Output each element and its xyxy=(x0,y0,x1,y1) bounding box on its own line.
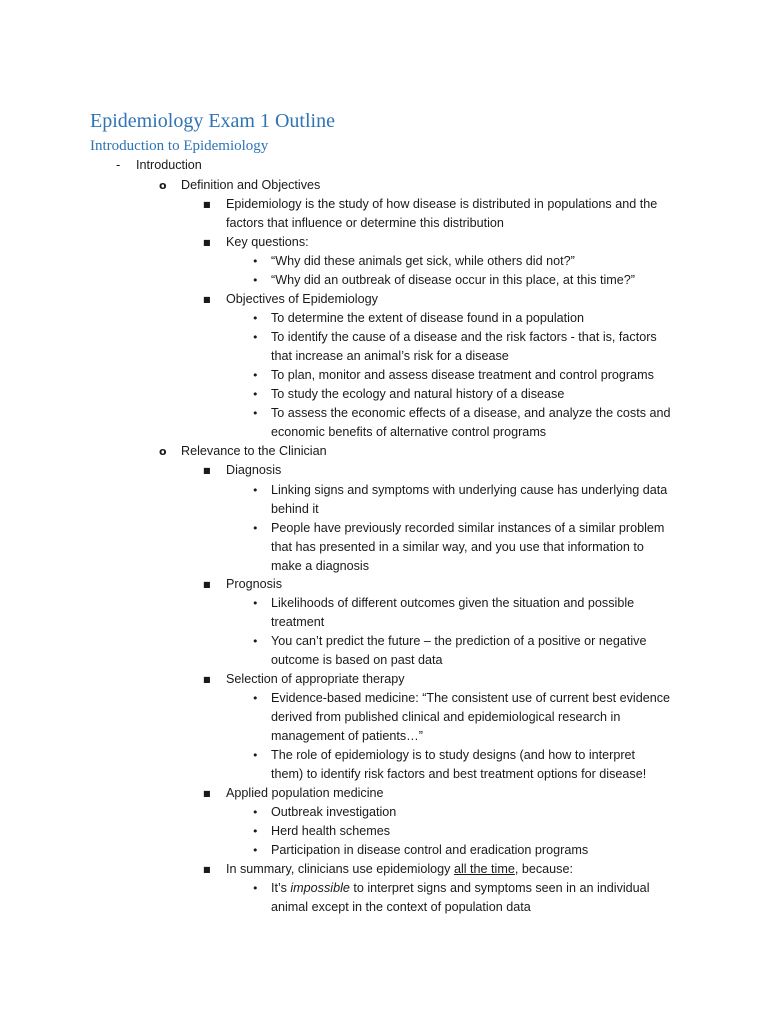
section-heading: Introduction to Epidemiology xyxy=(90,138,269,154)
dot-bullet-icon: • xyxy=(252,407,259,420)
outline-item-diagnosis: Diagnosis xyxy=(226,463,282,477)
dot-bullet-icon: • xyxy=(252,331,259,344)
outline-text-line: animal except in the context of population data xyxy=(271,900,531,914)
outline-text-line: Linking signs and symptoms with underlying cause has underlying data xyxy=(271,483,668,497)
outline-text-line xyxy=(271,879,650,898)
outline-text-line: Outbreak investigation xyxy=(271,805,397,819)
outline-text-line: behind it xyxy=(271,502,319,516)
outline-item-relevance: Relevance to the Clinician xyxy=(181,444,327,458)
outline-text-line: factors that influence or determine this distribution xyxy=(226,216,504,230)
outline-text-line: derived from published clinical and epidemiological research in xyxy=(271,710,621,724)
outline-text-line: To study the ecology and natural history of a disease xyxy=(271,387,565,401)
square-bullet-icon: ■ xyxy=(203,295,211,304)
summary-text-end: , because: xyxy=(514,862,573,876)
outline-text-line: To plan, monitor and assess disease treatment and control programs xyxy=(271,368,654,382)
dot-bullet-icon: • xyxy=(252,255,259,268)
dot-bullet-icon: • xyxy=(252,274,259,287)
outline-text-line: “Why did these animals get sick, while others did not?” xyxy=(271,254,575,268)
outline-item-introduction: Introduction xyxy=(136,158,202,172)
outline-text-line: You can’t predict the future – the prediction of a positive or negative xyxy=(271,634,647,648)
summary-text: In summary, clinicians use epidemiology xyxy=(226,862,454,876)
outline-item-therapy: Selection of appropriate therapy xyxy=(226,672,405,686)
square-bullet-icon: ■ xyxy=(203,789,211,798)
sum1-emphasis: impossible xyxy=(290,881,350,895)
outline-text-line: Epidemiology is the study of how disease is distributed in populations and the xyxy=(226,197,658,211)
outline-item-summary xyxy=(226,860,573,879)
square-bullet-icon: ■ xyxy=(203,238,211,247)
dot-bullet-icon: • xyxy=(252,369,259,382)
dot-bullet-icon: • xyxy=(252,749,259,762)
outline-text-line: that has presented in a similar way, and you use that information to xyxy=(271,540,644,554)
sum1-text-end: to interpret signs and symptoms seen in an individual xyxy=(349,881,650,895)
dot-bullet-icon: • xyxy=(252,522,259,535)
outline-text-line: To identify the cause of a disease and the risk factors - that is, factors xyxy=(271,330,657,344)
outline-text-line: Herd health schemes xyxy=(271,824,391,838)
summary-underlined-text: all the time xyxy=(453,862,515,876)
outline-item-objectives: Objectives of Epidemiology xyxy=(226,292,378,306)
dot-bullet-icon: • xyxy=(252,844,259,857)
dot-bullet-icon: • xyxy=(252,806,259,819)
outline-text-line: economic benefits of alternative control programs xyxy=(271,425,547,439)
outline-text-line: The role of epidemiology is to study designs (and how to interpret xyxy=(271,748,636,762)
square-bullet-icon: ■ xyxy=(203,466,211,475)
outline-text-line: them) to identify risk factors and best treatment options for disease! xyxy=(271,767,647,781)
dot-bullet-icon: • xyxy=(252,882,259,895)
outline-text-line: outcome is based on past data xyxy=(271,653,443,667)
outline-text-line: “Why did an outbreak of disease occur in this place, at this time?” xyxy=(271,273,635,287)
outline-text-line: make a diagnosis xyxy=(271,559,370,573)
square-bullet-icon: ■ xyxy=(203,580,211,589)
circle-bullet-icon: o xyxy=(159,179,167,192)
outline-text-line: Evidence-based medicine: “The consistent use of current best evidence xyxy=(271,691,671,705)
outline-item-key-questions: Key questions: xyxy=(226,235,309,249)
dot-bullet-icon: • xyxy=(252,388,259,401)
dash-bullet-icon: - xyxy=(116,158,121,172)
outline-text-line: that increase an animal’s risk for a disease xyxy=(271,349,509,363)
sum1-text: It’s xyxy=(271,881,291,895)
outline-text-line: Participation in disease control and eradication programs xyxy=(271,843,589,857)
outline-item-prognosis: Prognosis xyxy=(226,577,283,591)
circle-bullet-icon: o xyxy=(159,445,167,458)
outline-text-line: To determine the extent of disease found in a population xyxy=(271,311,584,325)
dot-bullet-icon: • xyxy=(252,635,259,648)
dot-bullet-icon: • xyxy=(252,484,259,497)
dot-bullet-icon: • xyxy=(252,692,259,705)
outline-item-applied: Applied population medicine xyxy=(226,786,384,800)
outline-text-line: To assess the economic effects of a disease, and analyze the costs and xyxy=(271,406,671,420)
square-bullet-icon: ■ xyxy=(203,200,211,209)
dot-bullet-icon: • xyxy=(252,312,259,325)
outline-text-line: Likelihoods of different outcomes given the situation and possible xyxy=(271,596,635,610)
outline-text-line: treatment xyxy=(271,615,325,629)
outline-text-line: management of patients…” xyxy=(271,729,423,743)
dot-bullet-icon: • xyxy=(252,597,259,610)
dot-bullet-icon: • xyxy=(252,825,259,838)
square-bullet-icon: ■ xyxy=(203,865,211,874)
outline-text-line: People have previously recorded similar instances of a similar problem xyxy=(271,521,665,535)
outline-item-definition-objectives: Definition and Objectives xyxy=(181,178,321,192)
square-bullet-icon: ■ xyxy=(203,675,211,684)
document-title: Epidemiology Exam 1 Outline xyxy=(90,110,335,132)
